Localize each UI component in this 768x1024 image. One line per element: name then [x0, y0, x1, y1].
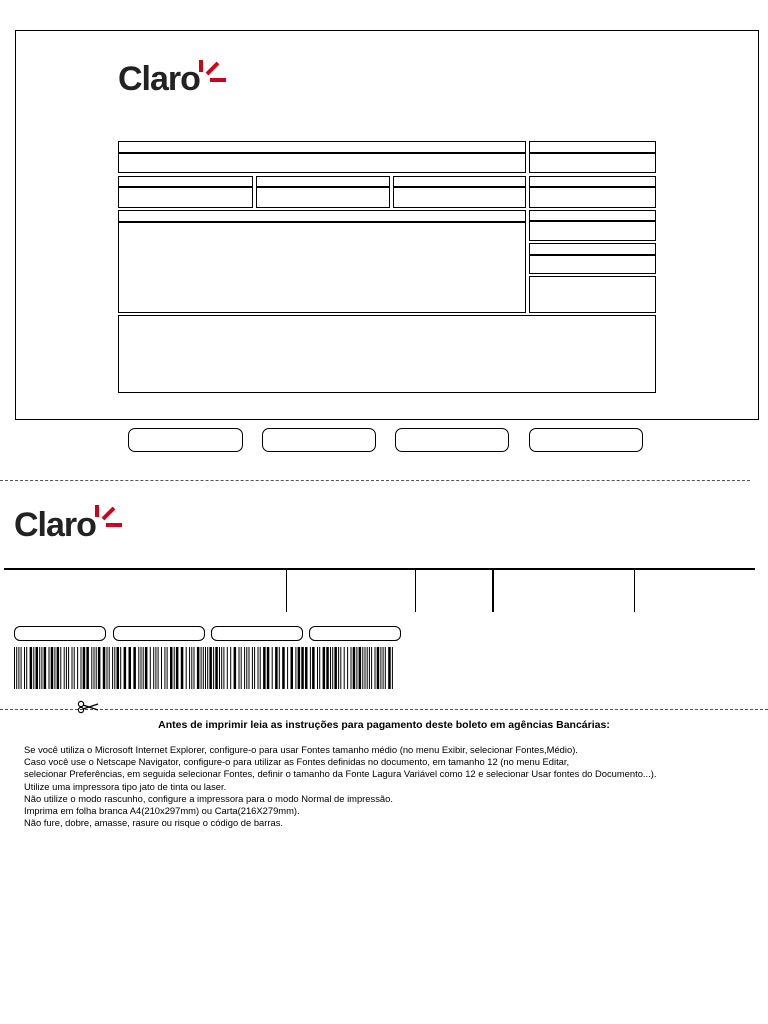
barcode	[14, 647, 394, 689]
barcode-bar	[227, 647, 228, 689]
barcode-bar	[191, 647, 192, 689]
barcode-bar	[272, 647, 273, 689]
barcode-bar	[16, 647, 17, 689]
field-row3-body	[118, 222, 526, 313]
barcode-bar	[312, 647, 315, 689]
barcode-bar	[223, 647, 224, 689]
barcode-bar	[72, 647, 73, 689]
barcode-bar	[388, 647, 391, 689]
barcode-bar	[380, 647, 381, 689]
barcode-bar	[68, 647, 69, 689]
claro-mark-icon	[194, 58, 228, 90]
barcode-bar	[186, 647, 187, 689]
barcode-bar	[326, 647, 329, 689]
barcode-bar	[209, 647, 212, 689]
barcode-bar	[356, 647, 357, 689]
barcode-bar	[298, 647, 301, 689]
barcode-bar	[310, 647, 311, 689]
barcode-bar	[129, 647, 132, 689]
barcode-bar	[120, 647, 121, 689]
barcode-bar	[241, 647, 242, 689]
cut-line-top	[0, 480, 750, 481]
instructions-body	[24, 744, 754, 829]
barcode-bar	[267, 647, 270, 689]
barcode-bar	[86, 647, 89, 689]
barcode-bar	[205, 647, 206, 689]
barcode-bar	[114, 647, 115, 689]
barcode-bar	[377, 647, 380, 689]
field-row2-a-label	[118, 176, 253, 187]
barcode-bar	[301, 647, 304, 689]
barcode-bar	[60, 647, 61, 689]
barcode-bar	[375, 647, 376, 689]
barcode-bar	[107, 647, 108, 689]
field-row2-c-label	[393, 176, 526, 187]
field-row2-right-value	[529, 187, 656, 208]
barcode-bar	[369, 647, 370, 689]
barcode-bar	[189, 647, 190, 689]
barcode-bar	[143, 647, 144, 689]
barcode-bar	[158, 647, 159, 689]
barcode-bar	[161, 647, 162, 689]
barcode-bar	[319, 647, 320, 689]
barcode-bar	[332, 647, 333, 689]
barcode-bar	[174, 647, 175, 689]
barcode-bar	[176, 647, 179, 689]
slip-button-2[interactable]	[113, 626, 205, 641]
barcode-bar	[77, 647, 78, 689]
barcode-bar	[291, 647, 294, 689]
barcode-bar	[323, 647, 326, 689]
slip-col-sep-4	[634, 570, 635, 612]
field-row1-label	[118, 141, 526, 153]
barcode-bar	[155, 647, 156, 689]
field-row2-b-value	[256, 187, 390, 208]
barcode-bar	[383, 647, 384, 689]
claro-logo-bottom	[14, 508, 96, 542]
action-button-1[interactable]	[128, 428, 243, 452]
barcode-bar	[287, 647, 288, 689]
barcode-bar	[207, 647, 208, 689]
barcode-bar	[249, 647, 250, 689]
field-row3-right-a-label	[529, 210, 656, 221]
field-row3-label	[118, 210, 526, 222]
instruction-line: Utilize uma impressora tipo jato de tinta ou laser.	[24, 780, 227, 792]
barcode-bar	[197, 647, 200, 689]
barcode-bar	[201, 647, 202, 689]
barcode-bar	[258, 647, 259, 689]
scissors-icon	[77, 700, 99, 714]
instructions-title: Antes de imprimir leia as instruções para pagamento deste boleto em agências Bancárias:	[158, 719, 610, 731]
instruction-line: Caso você use o Netscape Navigator, configure-o para utilizar as Fontes definidas no documento, em tamanho 12 (no menu Editar,	[24, 756, 570, 768]
slip-col-sep-1	[286, 570, 287, 612]
barcode-bar	[36, 647, 39, 689]
barcode-bar	[18, 647, 19, 689]
barcode-bar	[14, 647, 15, 689]
barcode-bar	[334, 647, 337, 689]
field-row1-right-value	[529, 153, 656, 173]
barcode-bar	[124, 647, 127, 689]
barcode-bar	[215, 647, 218, 689]
barcode-bar	[330, 647, 331, 689]
barcode-bar	[24, 647, 25, 689]
barcode-bar	[98, 647, 101, 689]
field-row1-right-label	[529, 141, 656, 153]
field-notes	[118, 315, 656, 393]
barcode-bar	[246, 647, 247, 689]
logo-text: Claro	[118, 60, 200, 98]
barcode-bar	[167, 647, 168, 689]
barcode-bar	[141, 647, 142, 689]
barcode-bar	[254, 647, 255, 689]
slip-button-4[interactable]	[309, 626, 401, 641]
barcode-bar	[150, 647, 151, 689]
barcode-bar	[239, 647, 240, 689]
barcode-bar	[347, 647, 348, 689]
barcode-bar	[94, 647, 95, 689]
barcode-bar	[282, 647, 285, 689]
barcode-bar	[181, 647, 184, 689]
barcode-bar	[362, 647, 363, 689]
barcode-bar	[392, 647, 393, 689]
barcode-bar	[385, 647, 386, 689]
barcode-bar	[91, 647, 92, 689]
barcode-bar	[64, 647, 65, 689]
barcode-bar	[353, 647, 356, 689]
barcode-bar	[230, 647, 231, 689]
barcode-bar	[153, 647, 154, 689]
instruction-line: selecionar Preferências, em seguida selecionar Fontes, definir o tamanho da Fonte Lagura Variável como 12 e selecionar Usar fontes do Documento...).	[24, 768, 657, 780]
barcode-bar	[365, 647, 366, 689]
field-row2-a-value	[118, 187, 253, 208]
barcode-bar	[54, 647, 55, 689]
barcode-bar	[170, 647, 173, 689]
slip-top-rule	[4, 568, 755, 570]
barcode-bar	[41, 647, 42, 689]
field-row3-right-c	[529, 276, 656, 313]
barcode-bar	[359, 647, 362, 689]
barcode-bar	[275, 647, 278, 689]
slip-col-sep-3	[492, 570, 494, 612]
cut-line-bottom	[0, 709, 768, 710]
barcode-bar	[244, 647, 245, 689]
claro-logo-top	[118, 62, 200, 96]
barcode-bar	[39, 647, 40, 689]
barcode-bar	[96, 647, 97, 689]
barcode-bar	[213, 647, 214, 689]
barcode-bar	[66, 647, 67, 689]
barcode-bar	[367, 647, 368, 689]
barcode-bar	[164, 647, 165, 689]
instruction-line: Imprima em folha branca A4(210x297mm) ou Carta(216X279mm).	[24, 805, 300, 817]
field-row3-right-a-value	[529, 221, 656, 241]
barcode-bar	[112, 647, 113, 689]
barcode-bar	[109, 647, 110, 689]
barcode-bar	[344, 647, 345, 689]
action-button-3[interactable]	[395, 428, 509, 452]
barcode-bar	[203, 647, 204, 689]
barcode-bar	[21, 647, 22, 689]
barcode-bar	[51, 647, 54, 689]
barcode-bar	[49, 647, 50, 689]
barcode-bar	[145, 647, 148, 689]
barcode-bar	[194, 647, 195, 689]
barcode-bar	[33, 647, 34, 689]
instruction-line: Se você utiliza o Microsoft Internet Explorer, configure-o para usar Fontes tamanho médio (no menu Exibir, selecionar Fontes,Médio).	[24, 744, 578, 755]
barcode-bar	[340, 647, 341, 689]
barcode-bar	[30, 647, 32, 689]
barcode-bar	[26, 647, 27, 689]
field-row1-value	[118, 153, 526, 173]
barcode-bar	[81, 647, 82, 689]
barcode-bar	[263, 647, 266, 689]
barcode-bar	[117, 647, 120, 689]
barcode-bar	[138, 647, 139, 689]
field-row2-right-label	[529, 176, 656, 187]
instruction-line: Não utilize o modo rascunho, configure a impressora para o modo Normal de impressão.	[24, 792, 393, 804]
barcode-bar	[44, 647, 47, 689]
barcode-bar	[74, 647, 75, 689]
barcode-bar	[252, 647, 253, 689]
barcode-bar	[371, 647, 372, 689]
barcode-bar	[221, 647, 222, 689]
barcode-bar	[305, 647, 308, 689]
barcode-bar	[295, 647, 296, 689]
barcode-bar	[234, 647, 237, 689]
barcode-bar	[83, 647, 86, 689]
slip-button-1[interactable]	[14, 626, 106, 641]
barcode-bar	[133, 647, 136, 689]
field-row2-c-value	[393, 187, 526, 208]
field-row3-right-b-label	[529, 243, 656, 255]
slip-button-3[interactable]	[211, 626, 303, 641]
logo-text-bottom: Claro	[14, 506, 96, 544]
barcode-bar	[57, 647, 60, 689]
barcode-bar	[351, 647, 352, 689]
slip-col-sep-2	[415, 570, 416, 612]
barcode-bar	[317, 647, 318, 689]
field-row3-right-b-value	[529, 255, 656, 274]
barcode-bar	[338, 647, 339, 689]
barcode-bar	[219, 647, 220, 689]
barcode-bar	[260, 647, 261, 689]
action-button-2[interactable]	[262, 428, 376, 452]
barcode-bar	[279, 647, 280, 689]
claro-mark-icon	[90, 503, 124, 535]
barcode-bar	[103, 647, 106, 689]
instruction-line: Não fure, dobre, amasse, rasure ou risque o código de barras.	[24, 817, 283, 829]
action-button-4[interactable]	[529, 428, 643, 452]
field-row2-b-label	[256, 176, 390, 187]
